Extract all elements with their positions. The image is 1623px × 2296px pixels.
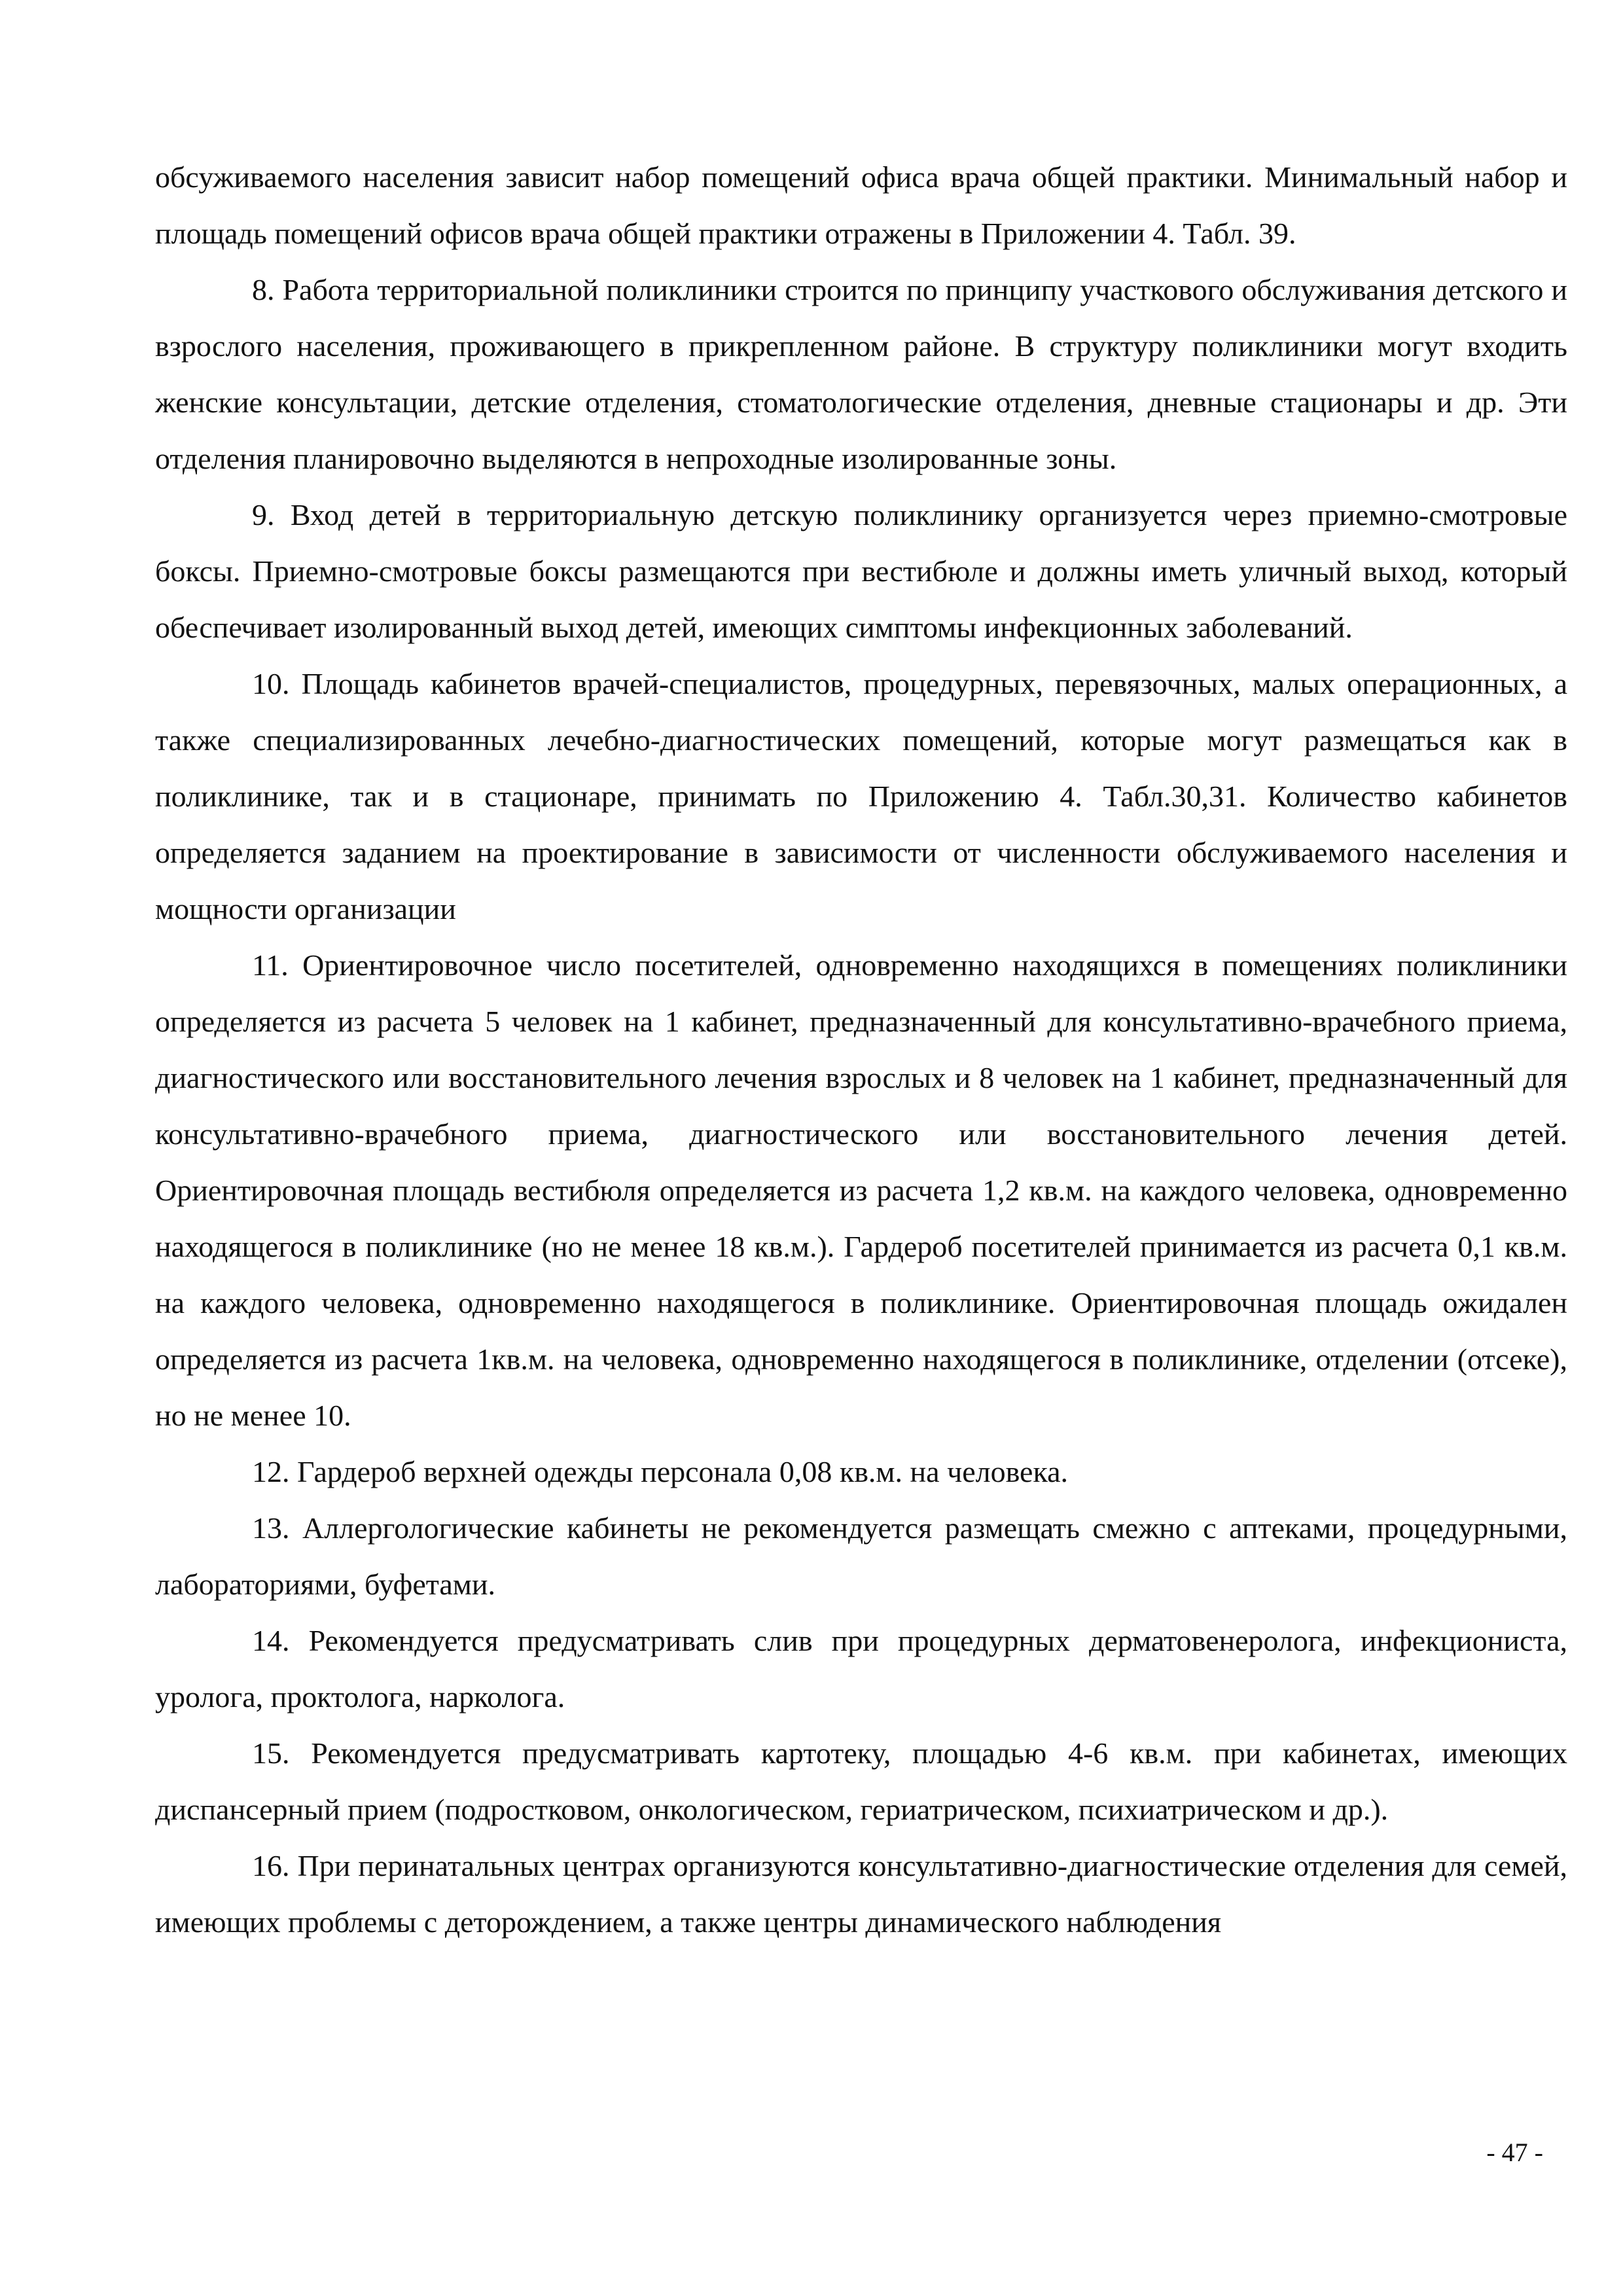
paragraph-continuation: обсуживаемого населения зависит набор помещений офиса врача общей практики. Минимальный набор и площадь помещений офисов врача общей практики отражены в Приложении 4. Табл. 39.	[155, 160, 1567, 250]
paragraph-10: 10. Площадь кабинетов врачей-специалистов, процедурных, перевязочных, малых операционных, а также специализированных лечебно-диагностических помещений, которые могут размещаться как в поликлинике, так и в стационаре, принимать по Приложению 4. Табл.30,31. Количество кабинетов определяется заданием на проектирование в зависимости от численности обслуживаемого населения и мощности организации	[155, 667, 1567, 925]
paragraph-15: 15. Рекомендуется предусматривать картотеку, площадью 4-6 кв.м. при кабинетах, имеющих диспансерный прием (подростковом, онкологическом, гериатрическом, психиатрическом и др.).	[155, 1736, 1567, 1826]
paragraph-16: 16. При перинатальных центрах организуются консультативно-диагностические отделения для семей, имеющих проблемы с деторождением, а также центры динамического наблюдения	[155, 1849, 1567, 1939]
paragraph-11: 11. Ориентировочное число посетителей, одновременно находящихся в помещениях поликлиники определяется из расчета 5 человек на 1 кабинет, предназначенный для консультативно-врачебного приема, диагностического или восстановительного лечения взрослых и 8 человек на 1 кабинет, предназначенный для консультативно-врачебного приема, диагностического или восстановительного лечения детей. Ориентировочная площадь вестибюля определяется из расчета 1,2 кв.м. на каждого человека, одновременно находящегося в поликлинике (но не менее 18 кв.м.). Гардероб посетителей принимается из расчета 0,1 кв.м. на каждого человека, одновременно находящегося в поликлинике. Ориентировочная площадь ожидален определяется из расчета 1кв.м. на человека, одновременно находящегося в поликлинике, отделении (отсеке), но не менее 10.	[155, 948, 1567, 1432]
paragraph-13: 13. Аллергологические кабинеты не рекомендуется размещать смежно с аптеками, процедурными, лабораториями, буфетами.	[155, 1511, 1567, 1601]
paragraph-12: 12. Гардероб верхней одежды персонала 0,08 кв.м. на человека.	[252, 1455, 1069, 1488]
document-body	[155, 149, 1567, 1950]
paragraph-8: 8. Работа территориальной поликлиники строится по принципу участкового обслуживания детского и взрослого населения, проживающего в прикрепленном районе. В структуру поликлиники могут входить женские консультации, детские отделения, стоматологические отделения, дневные стационары и др. Эти отделения планировочно выделяются в непроходные изолированные зоны.	[155, 273, 1567, 475]
paragraph-9: 9. Вход детей в территориальную детскую поликлинику организуется через приемно-смотровые боксы. Приемно-смотровые боксы размещаются при вестибюле и должны иметь уличный выход, который обеспечивает изолированный выход детей, имеющих симптомы инфекционных заболеваний.	[155, 498, 1567, 644]
paragraph-14: 14. Рекомендуется предусматривать слив при процедурных дерматовенеролога, инфекциониста, уролога, проктолога, нарколога.	[155, 1624, 1567, 1713]
page-number: - 47 -	[1486, 2138, 1543, 2167]
